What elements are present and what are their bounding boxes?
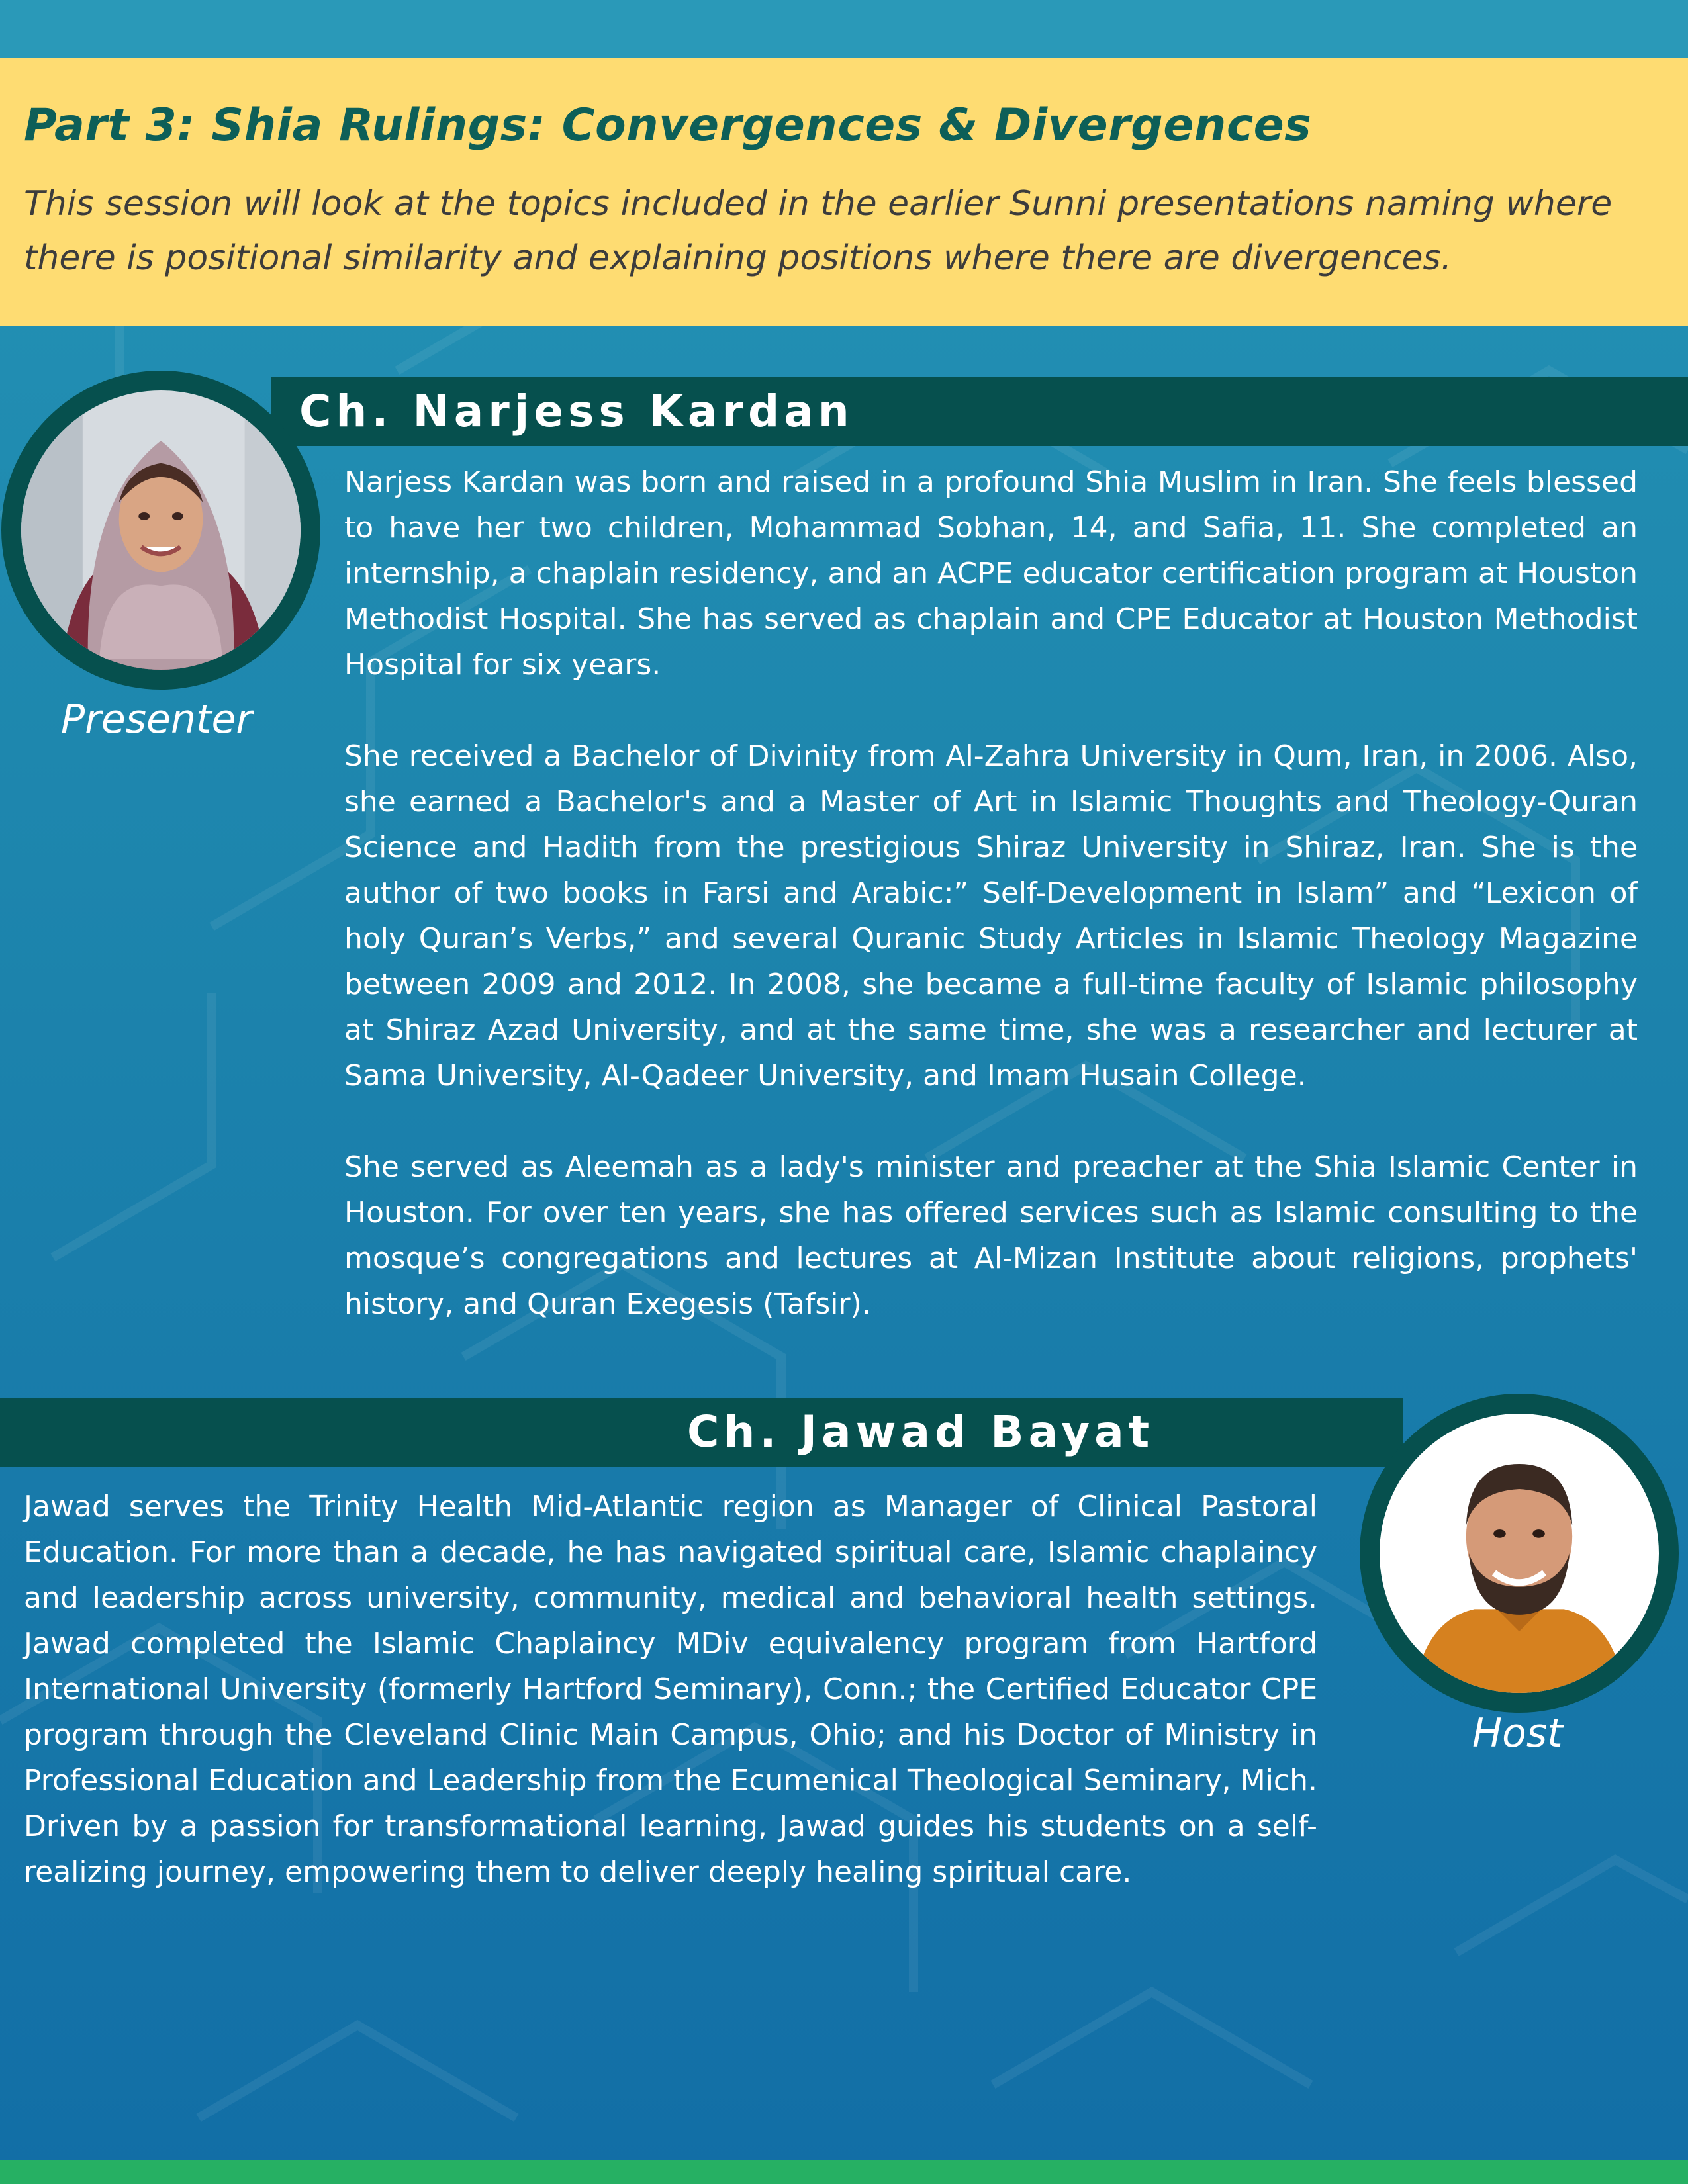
- bottom-band: [0, 2160, 1688, 2184]
- presenter-bio-paragraph: Narjess Kardan was born and raised in a profound Shia Muslim in Iran. She feels blessed to have her two children, Mohammad Sobhan, 14, and Safia, 11. She completed an internship, a chaplain residency, and an ACPE educator certification program at Houston Methodist Hospital. She has served as chaplain and CPE Educator at Houston Methodist Hospital for six years.: [344, 465, 1638, 682]
- host-name: Ch. Jawad Bayat: [687, 1406, 1154, 1457]
- top-band: [0, 0, 1688, 58]
- session-header: [0, 58, 1688, 326]
- session-description: This session will look at the topics included in the earlier Sunni presentations naming where there is positional similarity and explaining positions where there are divergences.: [24, 184, 1613, 278]
- host-name-bar: [0, 1398, 1403, 1467]
- host-role: Host: [1472, 1710, 1563, 1756]
- presenter-avatar: [1, 371, 320, 690]
- presenter-name: Ch. Narjess Kardan: [299, 386, 854, 437]
- host-bio: [24, 1484, 1317, 1895]
- host-bio-paragraph: Jawad serves the Trinity Health Mid-Atlantic region as Manager of Clinical Pastoral Education. For more than a decade, he has navigated spiritual care, Islamic chaplaincy and leadership across university, community, medical and behavioral health settings. Jawad completed the Islamic Chaplaincy MDiv equivalency program from Hartford International University (formerly Hartford Seminary), Conn.; the Certified Educator CPE program through the Cleveland Clinic Main Campus, Ohio; and his Doctor of Ministry in Professional Education and Leadership from the Ecumenical Theological Seminary, Mich. Driven by a passion for transformational learning, Jawad guides his students on a self-realizing journey, empowering them to deliver deeply healing spiritual care.: [24, 1490, 1317, 1889]
- presenter-bio-paragraph: She served as Aleemah as a lady's minister and preacher at the Shia Islamic Center in Houston. For over ten years, she has offered services such as Islamic consulting to the mosque’s congregations and lectures at Al-Mizan Institute about religions, prophets' history, and Quran Exegesis (Tafsir).: [344, 1150, 1638, 1321]
- presenter-photo: [21, 390, 301, 670]
- session-title: Part 3: Shia Rulings: Convergences & Divergences: [24, 99, 1312, 152]
- host-avatar: [1360, 1394, 1679, 1713]
- presenter-role: Presenter: [61, 696, 253, 743]
- presenter-name-bar: [271, 377, 1688, 446]
- host-photo: [1380, 1414, 1659, 1693]
- presenter-bio-paragraph: She received a Bachelor of Divinity from Al-Zahra University in Qum, Iran, in 2006. Also, she earned a Bachelor's and a Master of Art in Islamic Thoughts and Theology-Quran Science and Hadith from the prestigious Shiraz University in Shiraz, Iran. She is the author of two books in Farsi and Arabic:” Self-Development in Islam” and “Lexicon of holy Quran’s Verbs,” and several Quranic Study Articles in Islamic Theology Magazine between 2009 and 2012. In 2008, she became a full-time faculty of Islamic philosophy at Shiraz Azad University, and at the same time, she was a researcher and lecturer at Sama University, Al-Qadeer University, and Imam Husain College.: [344, 739, 1638, 1093]
- presenter-bio: [344, 459, 1638, 1327]
